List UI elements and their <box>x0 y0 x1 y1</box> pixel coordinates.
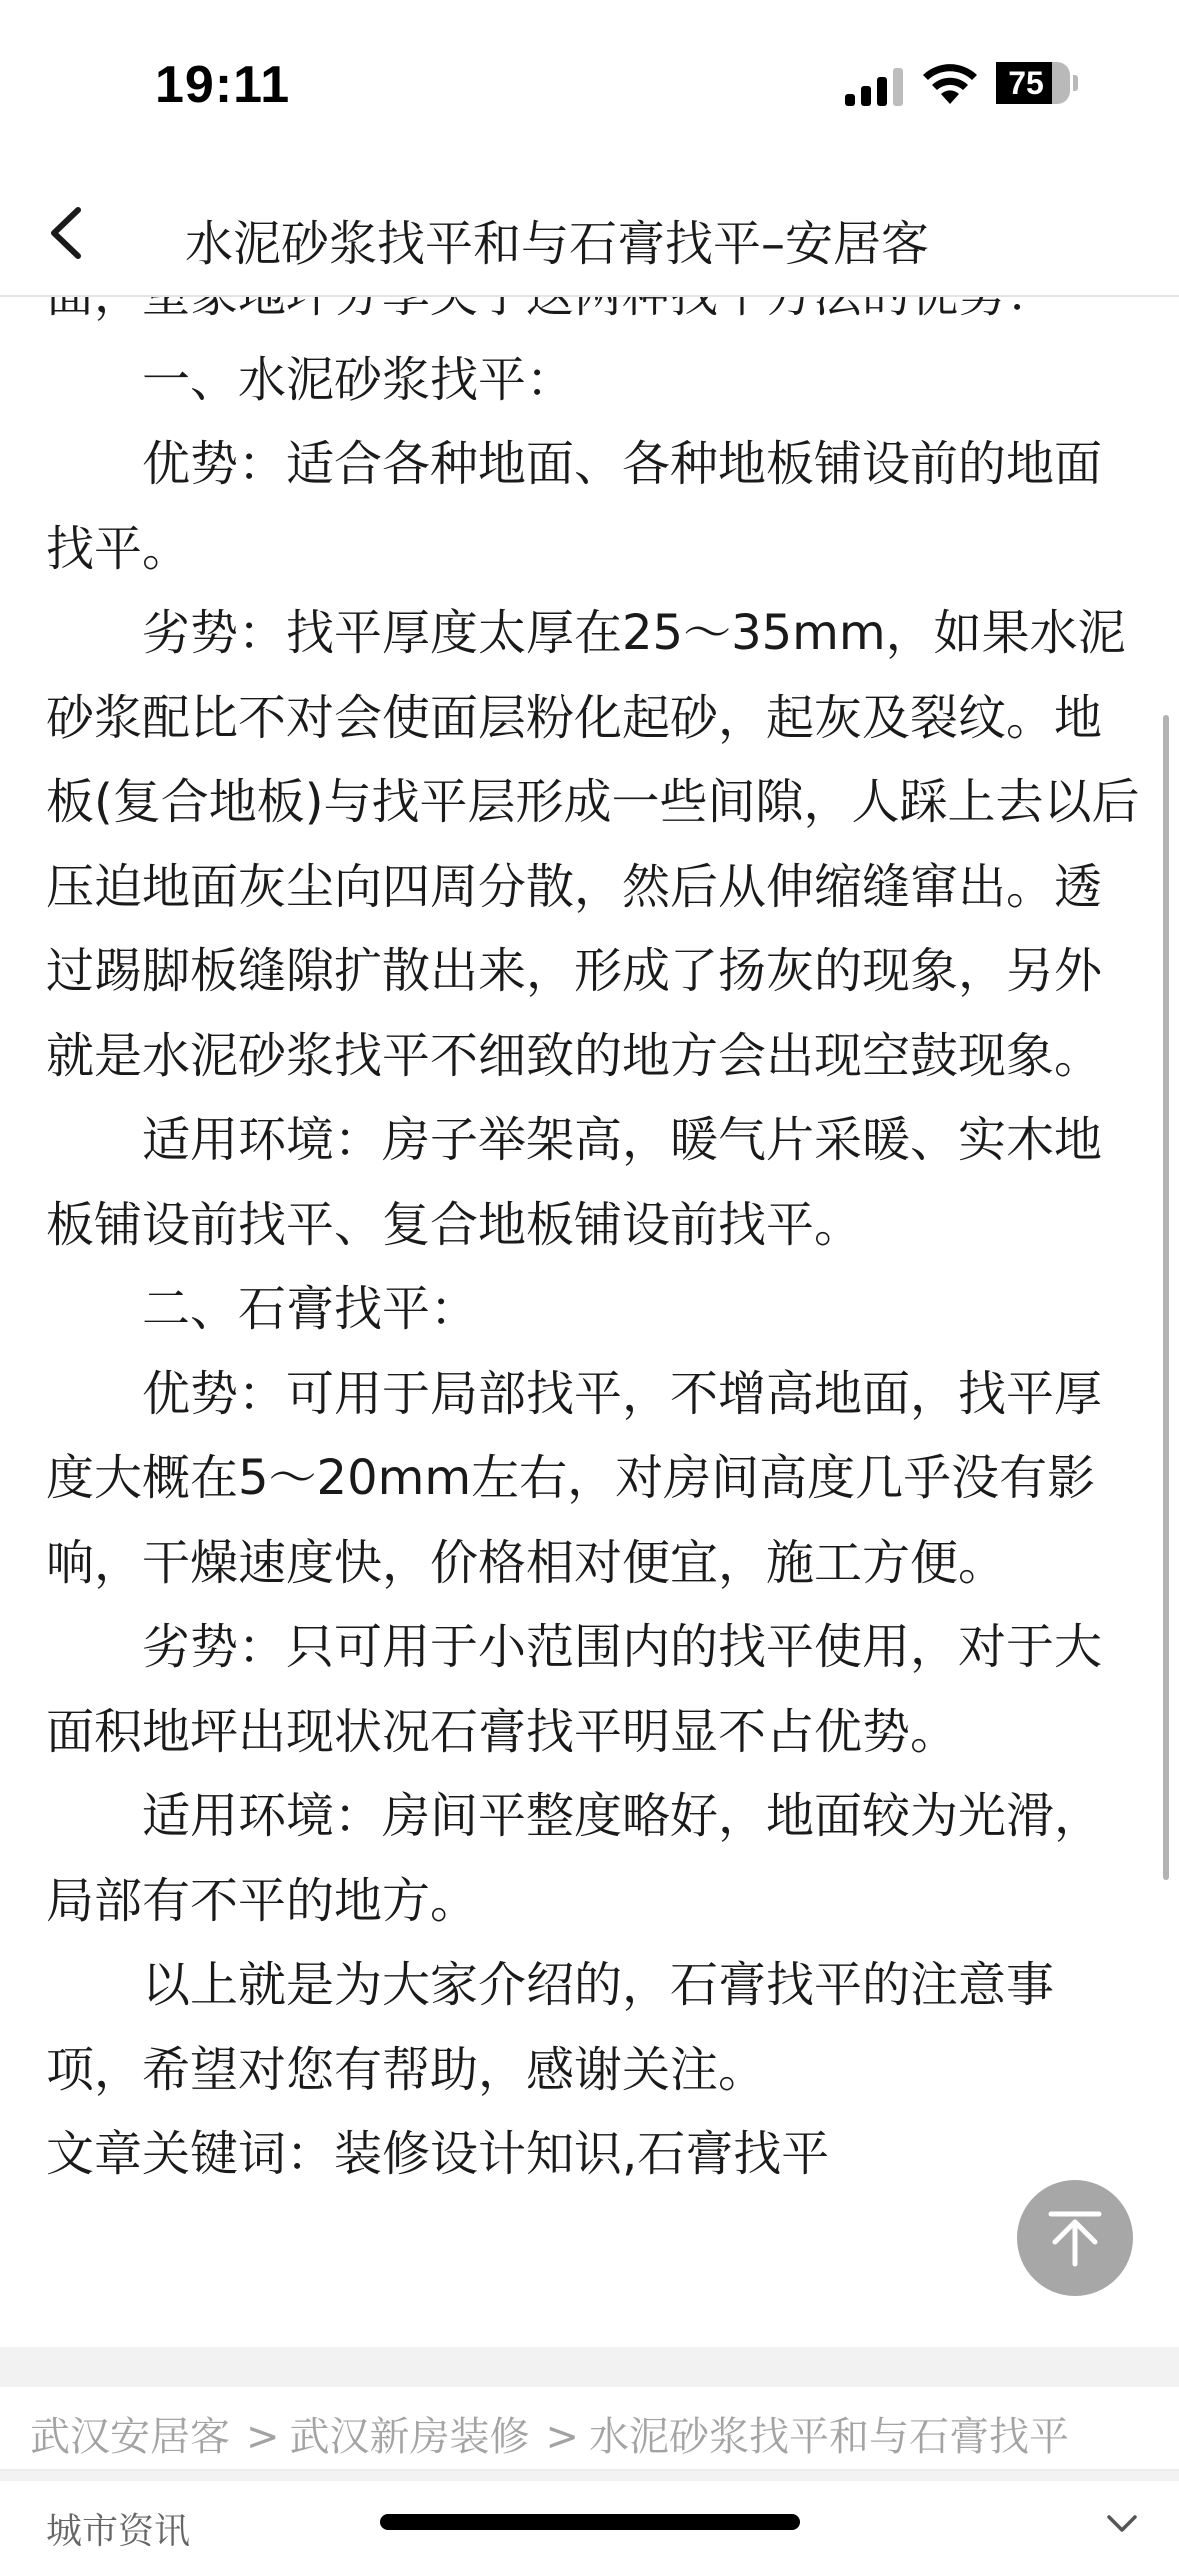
wifi-icon <box>922 62 978 106</box>
breadcrumb-item-current: 水泥砂浆找平和与石膏找平 <box>589 2414 1070 2460</box>
nav-bar <box>0 170 1179 297</box>
status-bar <box>0 0 1179 170</box>
status-time: 19:11 <box>155 56 291 114</box>
article-paragraph: 二、石膏找平： <box>142 1281 479 1337</box>
battery-tip <box>1073 75 1078 91</box>
city-news-label: 城市资讯 <box>46 2511 191 2552</box>
article-viewport[interactable] <box>0 297 1179 2347</box>
article-body <box>46 253 1146 2197</box>
article-paragraph: 优势：可用于局部找平，不增高地面，找平厚度大概在5～20mm左右，对房间高度几乎没有影响，干燥速度快，价格相对便宜，施工方便。 <box>46 1365 1103 1591</box>
back-to-top-button[interactable] <box>1017 2180 1133 2296</box>
article-paragraph: 劣势：找平厚度太厚在25～35mm，如果水泥砂浆配比不对会使面层粉化起砂，起灰及裂纹。地板(复合地板)与找平层形成一些间隙，人踩上去以后压迫地面灰尘向四周分散，然后从伸缩缝窜出。透过踢脚板缝隙扩散出来，形成了扬灰的现象，另外就是水泥砂浆找平不细致的地方会出现空鼓现象。 <box>46 605 1140 1084</box>
breadcrumb <box>0 2387 1179 2471</box>
page-title: 水泥砂浆找平和与石膏找平–安居客 <box>185 216 930 272</box>
footer-divider <box>0 2471 1179 2481</box>
article-paragraph: 适用环境：房子举架高，暖气片采暖、实木地板铺设前找平、复合地板铺设前找平。 <box>46 1112 1103 1253</box>
chevron-left-icon <box>40 198 100 268</box>
breadcrumb-separator: > <box>545 2414 580 2460</box>
article-paragraph: 一、水泥砂浆找平： <box>142 351 575 408</box>
arrow-up-to-top-icon <box>1045 2208 1105 2268</box>
article-paragraph: 文章关键词：装修设计知识,石膏找平 <box>46 2126 830 2182</box>
article-paragraph: 优势：适合各种地面、各种地板铺设前的地面找平。 <box>46 436 1103 577</box>
battery-percentage: 75 <box>1008 65 1044 101</box>
article-paragraph: 以上就是为大家介绍的，石膏找平的注意事项，希望对您有帮助，感谢关注。 <box>46 1957 1055 2098</box>
scrollbar[interactable] <box>1163 715 1169 1880</box>
signal-icon <box>845 66 907 106</box>
breadcrumb-items <box>30 2405 1069 2462</box>
home-indicator[interactable] <box>380 2514 800 2530</box>
article-paragraph: 适用环境：房间平整度略好，地面较为光滑，局部有不平的地方。 <box>46 1788 1103 1929</box>
back-button[interactable] <box>40 198 100 268</box>
article-paragraph: 劣势：只可用于小范围内的找平使用，对于大面积地坪出现状况石膏找平明显不占优势。 <box>46 1619 1103 1760</box>
battery-icon <box>996 62 1078 104</box>
breadcrumb-item-category[interactable]: 武汉新房装修 <box>289 2414 530 2460</box>
section-divider <box>0 2347 1179 2387</box>
breadcrumb-item-home[interactable]: 武汉安居客 <box>30 2414 230 2460</box>
breadcrumb-separator: > <box>246 2414 280 2460</box>
battery-body <box>996 62 1070 104</box>
chevron-down-icon[interactable] <box>1106 2513 1138 2535</box>
